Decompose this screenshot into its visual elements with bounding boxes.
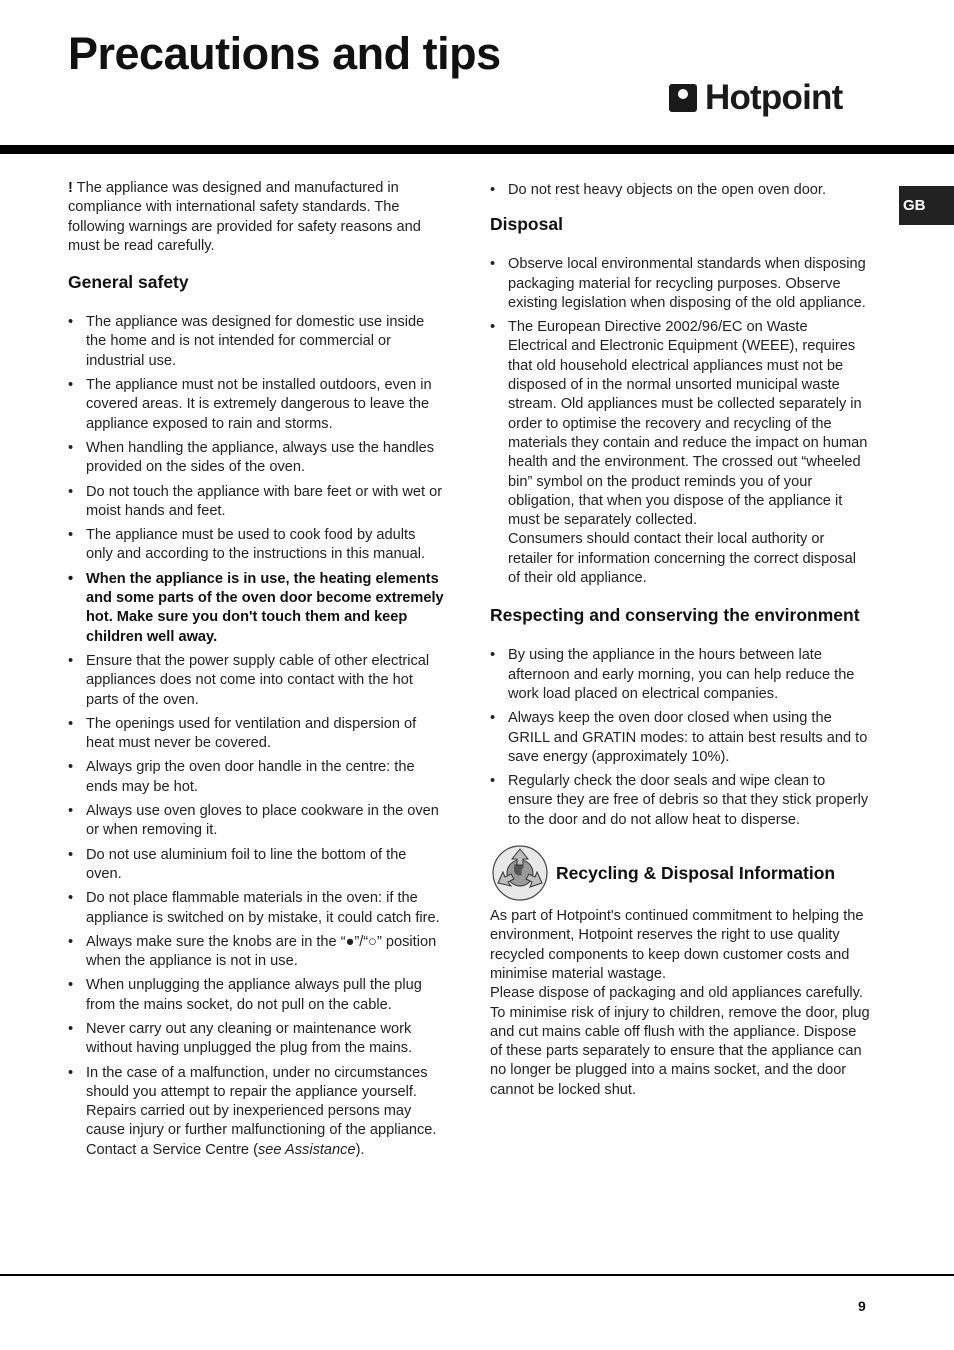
list-item: • The openings used for ventilation and dispersion of heat must never be covered. [68,715,446,754]
list-item-weee [490,318,870,588]
disposal-list [490,255,870,588]
list-item: • Do not rest heavy objects on the open oven door. [490,181,870,200]
intro-paragraph [68,179,446,256]
list-item: • Always use oven gloves to place cookware in the oven or when removing it. [68,802,446,841]
list-item: • Regularly check the door seals and wipe clean to ensure they are free of debris so that they stick properly to the door and do not allow heat to disperse. [490,772,870,830]
list-item: • When unplugging the appliance always pull the plug from the mains socket, do not pull on the cable. [68,976,446,1015]
list-item: • Always grip the oven door handle in the centre: the ends may be hot. [68,758,446,797]
list-item: • The appliance must not be installed outdoors, even in covered areas. It is extremely dangerous to leave the appliance exposed to rain and storms. [68,376,446,434]
list-item-heat-warning: • When the appliance is in use, the heating elements and some parts of the oven door become extremely hot. Make sure you don't touch them and keep children well away. [68,570,446,647]
recycling-header [490,842,870,904]
recycling-paragraph: To minimise risk of injury to children, remove the door, plug and cut mains cable off flush with the appliance. Dispose of these parts separately to ensure that the appliance can no longer be plugged into a mains socket, and the door cannot be locked shut. [490,1004,870,1098]
weee-continuation: Consumers should contact their local authority or retailer for information concerning the correct disposal of their old appliance. [508,531,856,587]
environment-list [490,646,870,830]
general-safety-heading: General safety [68,272,189,293]
list-item: • Do not touch the appliance with bare feet or with wet or moist hands and feet. [68,483,446,522]
see-assistance-reference: see Assistance [257,1141,356,1158]
malfunction-text: In the case of a malfunction, under no circumstances should you attempt to repair the appliance yourself. Repairs carried out by inexperienced persons may cause injury or further malfunctioning of the appliance. Contact a Service Centre ( [86,1064,437,1158]
list-item: • Observe local environmental standards when disposing packaging material for recycling purposes. Observe existing legislation when disposing of the old appliance. [490,255,870,313]
list-item: • The appliance was designed for domestic use inside the home and is not intended for commercial or industrial use. [68,313,446,371]
hotpoint-logo-mark-icon [669,84,697,112]
list-item: • The appliance must be used to cook food by adults only and according to the instructions in this manual. [68,526,446,565]
environment-heading: Respecting and conserving the environment [490,605,860,626]
warning-mark: ! [68,180,73,196]
list-item-malfunction [68,1064,446,1160]
left-column [68,179,446,1165]
hotpoint-logo [669,78,842,118]
list-item: • Do not use aluminium foil to line the bottom of the oven. [68,846,446,885]
recycle-icon [490,843,550,903]
recycling-body [490,907,870,1100]
footer-divider [0,1274,954,1276]
list-item: • Always keep the oven door closed when using the GRILL and GRATIN modes: to attain best results and to save energy (approximately 10%). [490,709,870,767]
language-tab: GB [899,186,954,225]
general-safety-list [68,313,446,1160]
list-item: • When handling the appliance, always use the handles provided on the sides of the oven. [68,439,446,478]
right-column [490,179,870,1100]
page-number: 9 [858,1298,866,1314]
list-item: • Ensure that the power supply cable of other electrical appliances does not come into contact with the hot parts of the oven. [68,652,446,710]
intro-text: The appliance was designed and manufactured in compliance with international safety standards. The following warnings are provided for safety reasons and must be read carefully. [68,180,421,254]
weee-text: The European Directive 2002/96/EC on Waste Electrical and Electronic Equipment (WEEE), requires that old household electrical appliances must not be disposed of in the normal unsorted municipal waste stream. Old appliances must be collected separately in order to optimise the recovery and recycling of the materials they contain and reduce the impact on human health and the environment. The crossed out “wheeled bin” symbol on the product reminds you of your obligation, that when you dispose of the appliance it must be separately collected. [508,319,868,529]
recycling-paragraph: Please dispose of packaging and old appliances carefully. [490,985,863,1002]
brand-name: Hotpoint [705,78,843,117]
header-divider [0,145,954,154]
malfunction-text-end: ). [355,1141,365,1158]
list-item: • Do not place flammable materials in the oven: if the appliance is switched on by mistake, it could catch fire. [68,889,446,928]
page-title: Precautions and tips [68,28,501,79]
disposal-heading: Disposal [490,214,563,235]
oven-door-list [490,181,870,200]
recycling-paragraph: As part of Hotpoint's continued commitment to helping the environment, Hotpoint reserves the right to use quality recycled components to keep down customer costs and minimise material wastage. [490,908,864,982]
list-item: • Never carry out any cleaning or maintenance work without having unplugged the plug from the mains. [68,1020,446,1059]
list-item: • Always make sure the knobs are in the “●”/“○” position when the appliance is not in use. [68,933,446,972]
list-item: • By using the appliance in the hours between late afternoon and early morning, you can help reduce the work load placed on electrical companies. [490,646,870,704]
recycling-heading: Recycling & Disposal Information [556,862,836,883]
